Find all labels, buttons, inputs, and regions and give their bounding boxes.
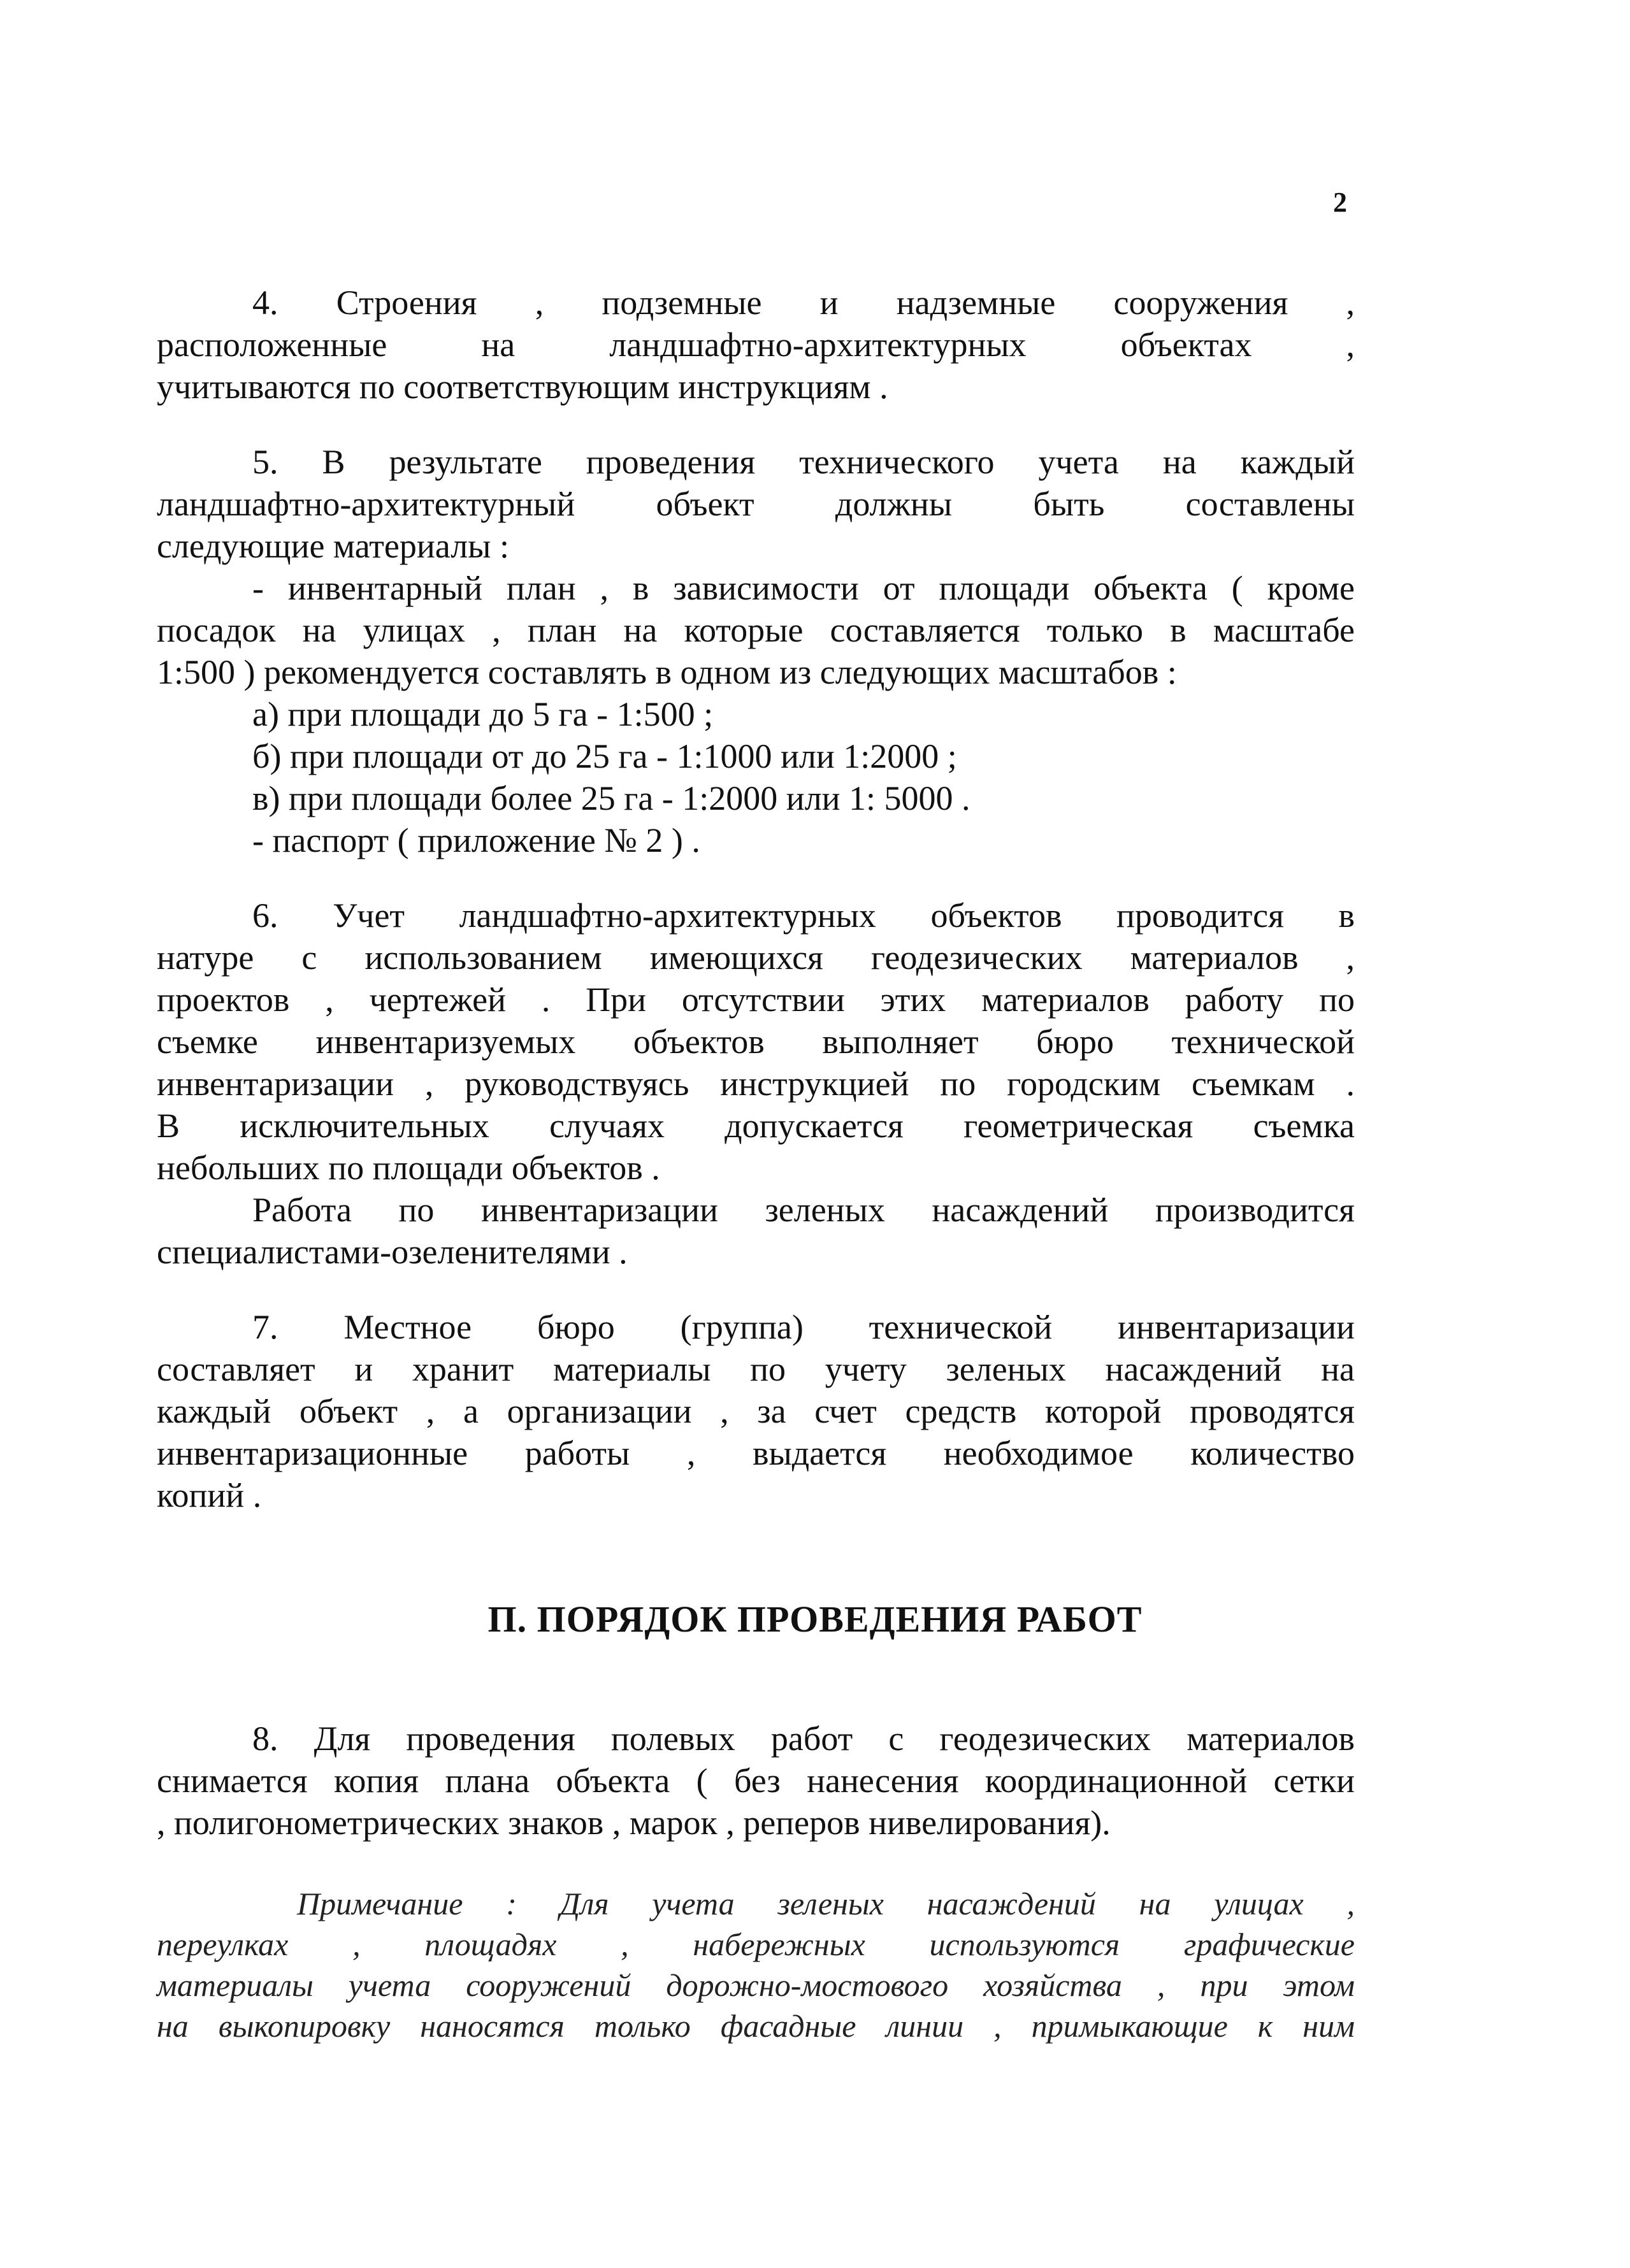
paragraph-8 (157, 1718, 1355, 1844)
paragraph-7 (157, 1306, 1355, 1516)
note-line: переулках , площадях , набережных используются графические (157, 1927, 1355, 1962)
paragraph-line: каждый объект , а организации , за счет средств которой проводятся (157, 1392, 1355, 1430)
paragraph-line: проектов , чертежей . При отсутствии этих материалов работу по (157, 980, 1355, 1019)
paragraph-line: инвентаризационные работы , выдается необходимое количество (157, 1434, 1355, 1472)
paragraph-line: Работа по инвентаризации зеленых насаждений производится (252, 1191, 1355, 1229)
list-item: а) при площади до 5 га - 1:500 ; (252, 695, 714, 733)
list-item: - паспорт ( приложение № 2 ) . (252, 821, 700, 859)
paragraph-4 (157, 282, 1355, 408)
note-line: Примечание : Для учета зеленых насаждений на улицах , (297, 1886, 1355, 1921)
list-item-continuation: посадок на улицах , план на которые составляется только в масштабе (157, 611, 1355, 649)
list-item: в) при площади более 25 га - 1:2000 или 1: 5000 . (252, 779, 970, 817)
list-item: - инвентарный план , в зависимости от площади объекта ( кроме (252, 569, 1355, 607)
paragraph-line: 4. Строения , подземные и надземные сооружения , (252, 284, 1355, 322)
paragraph-5 (157, 441, 1355, 861)
note-block (157, 1883, 1355, 2046)
note-line: на выкопировку наносятся только фасадные линии , примыкающие к ним (157, 2008, 1355, 2044)
paragraph-line: съемке инвентаризуемых объектов выполняет бюро технической (157, 1023, 1355, 1061)
paragraph-line: 5. В результате проведения технического учета на каждый (252, 443, 1355, 481)
paragraph-line: расположенные на ландшафтно-архитектурных объектах , (157, 326, 1355, 364)
paragraph-line: копий . (157, 1476, 262, 1514)
paragraph-line: ландшафтно-архитектурный объект должны быть составлены (157, 485, 1355, 523)
paragraph-line: составляет и хранит материалы по учету зеленых насаждений на (157, 1350, 1355, 1388)
paragraph-line: В исключительных случаях допускается геометрическая съемка (157, 1107, 1355, 1145)
paragraph-line: 8. Для проведения полевых работ с геодезических материалов (252, 1719, 1355, 1758)
list-item-continuation: 1:500 ) рекомендуется составлять в одном из следующих масштабов : (157, 653, 1177, 691)
page-number: 2 (1333, 187, 1347, 218)
paragraph-line: 6. Учет ландшафтно-архитектурных объектов проводится в (252, 896, 1355, 935)
paragraph-line: специалистами-озеленителями . (157, 1233, 628, 1271)
paragraph-line: инвентаризации , руководствуясь инструкцией по городским съемкам . (157, 1065, 1355, 1103)
paragraph-line: натуре с использованием имеющихся геодезических материалов , (157, 938, 1355, 977)
note-line: материалы учета сооружений дорожно-мостового хозяйства , при этом (157, 1967, 1355, 2003)
paragraph-line: , полигонометрических знаков , марок , реперов нивелирования). (157, 1804, 1111, 1842)
paragraph-6 (157, 894, 1355, 1273)
paragraph-line: небольших по площади объектов . (157, 1149, 660, 1187)
paragraph-line: учитываются по соответствующим инструкциям . (157, 368, 888, 406)
section-heading: П. ПОРЯДОК ПРОВЕДЕНИЯ РАБОТ (487, 1598, 1143, 1640)
list-item: б) при площади от до 25 га - 1:1000 или 1:2000 ; (252, 737, 957, 775)
paragraph-line: 7. Местное бюро (группа) технической инвентаризации (252, 1308, 1355, 1346)
paragraph-line: снимается копия плана объекта ( без нанесения координационной сетки (157, 1762, 1355, 1800)
paragraph-line: следующие материалы : (157, 527, 509, 565)
